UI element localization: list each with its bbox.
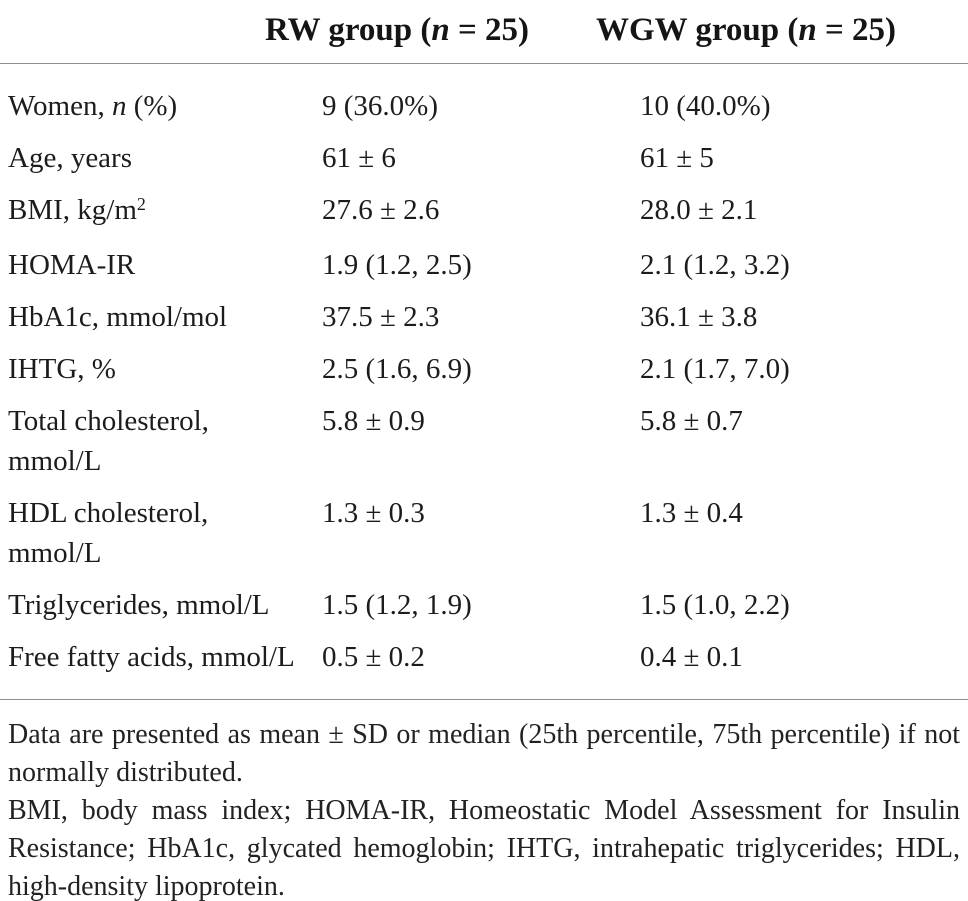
table-row-total-cholesterol <box>8 395 968 487</box>
table-row-bmi <box>8 184 968 239</box>
row-label-text: Women, <box>8 90 112 122</box>
row-label <box>8 401 322 481</box>
wgw-value: 1.5 (1.0, 2.2) <box>640 589 790 621</box>
table-row-homa-ir <box>8 239 968 291</box>
rw-value: 1.5 (1.2, 1.9) <box>322 589 472 621</box>
row-label-line2: mmol/L <box>8 445 102 477</box>
rw-value: 2.5 (1.6, 6.9) <box>322 353 472 385</box>
row-label: Free fatty acids, mmol/L <box>8 641 295 673</box>
table-row-hba1c <box>8 291 968 343</box>
wgw-value: 2.1 (1.2, 3.2) <box>640 249 790 281</box>
table-row-hdl-cholesterol <box>8 487 968 579</box>
footnote-abbreviations: BMI, body mass index; HOMA-IR, Homeostatic Model Assessment for Insulin Resistance; HbA1c, glycated hemoglobin; IHTG, intrahepatic triglycerides; HDL, high-density lipoprotein. <box>8 795 960 901</box>
row-label-superscript: 2 <box>136 194 146 215</box>
wgw-value: 0.4 ± 0.1 <box>640 641 743 673</box>
rw-value: 37.5 ± 2.3 <box>322 301 440 333</box>
row-label <box>8 190 322 233</box>
table-row-triglycerides <box>8 579 968 631</box>
rw-value: 9 (36.0%) <box>322 90 438 122</box>
row-label: HOMA-IR <box>8 249 136 281</box>
wgw-value: 2.1 (1.7, 7.0) <box>640 353 790 385</box>
header-rw-n-italic: n <box>431 12 450 48</box>
table-row-free-fatty-acids <box>8 631 968 683</box>
wgw-value: 28.0 ± 2.1 <box>640 194 758 226</box>
wgw-value: 36.1 ± 3.8 <box>640 301 758 333</box>
header-wgw-n-italic: n <box>798 12 817 48</box>
table-footnotes <box>0 700 968 901</box>
row-label-line2: mmol/L <box>8 537 102 569</box>
footnote-data-presentation: Data are presented as mean ± SD or median (25th percentile, 75th percentile) if not normally distributed. <box>8 719 960 788</box>
table-header-row <box>0 0 968 63</box>
rw-value: 5.8 ± 0.9 <box>322 405 425 437</box>
column-header-rw-group <box>265 2 529 58</box>
row-label-n-italic: n <box>111 90 127 122</box>
table-row-women <box>8 80 968 132</box>
row-label: Age, years <box>8 142 133 174</box>
row-label-line1: HDL cholesterol, <box>8 497 209 529</box>
rw-value: 27.6 ± 2.6 <box>322 194 440 226</box>
row-label-line1: Total cholesterol, <box>8 405 209 437</box>
rw-value: 1.9 (1.2, 2.5) <box>322 249 472 281</box>
row-label <box>8 493 322 573</box>
header-rw-count: = 25) <box>449 12 529 48</box>
column-header-wgw-group <box>596 2 896 58</box>
wgw-value: 10 (40.0%) <box>640 90 771 122</box>
rw-value: 61 ± 6 <box>322 142 396 174</box>
row-label: HbA1c, mmol/mol <box>8 301 228 333</box>
row-label-text: BMI, kg/m <box>8 194 137 226</box>
row-label-suffix: (%) <box>126 90 178 122</box>
wgw-value: 1.3 ± 0.4 <box>640 497 743 529</box>
header-wgw-text: WGW group ( <box>596 12 799 48</box>
row-label: Triglycerides, mmol/L <box>8 589 270 621</box>
row-label: IHTG, % <box>8 353 116 385</box>
wgw-value: 5.8 ± 0.7 <box>640 405 743 437</box>
header-rw-text: RW group ( <box>265 12 432 48</box>
row-label <box>8 86 322 126</box>
rw-value: 0.5 ± 0.2 <box>322 641 425 673</box>
table-row-ihtg <box>8 343 968 395</box>
rw-value: 1.3 ± 0.3 <box>322 497 425 529</box>
wgw-value: 61 ± 5 <box>640 142 714 174</box>
table-body <box>0 64 968 699</box>
table-row-age <box>8 132 968 184</box>
header-wgw-count: = 25) <box>816 12 896 48</box>
